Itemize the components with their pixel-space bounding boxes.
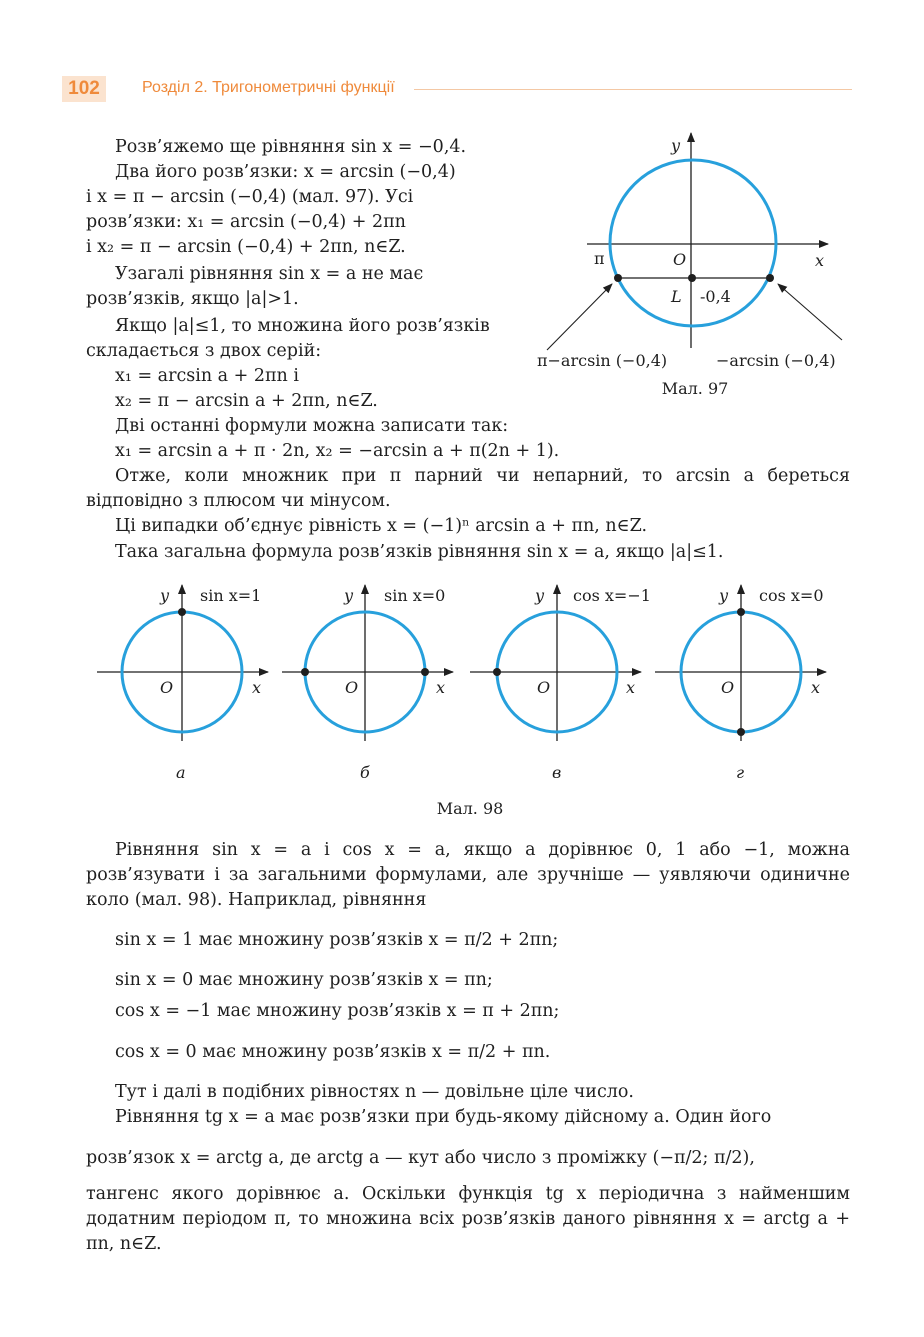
L-label: L [671, 287, 682, 306]
page-header [62, 72, 852, 104]
arrow-right [778, 284, 842, 340]
paragraph: Два його розв’язки: x = arcsin (−0,4) [115, 162, 456, 182]
value-label: -0,4 [700, 287, 731, 306]
paragraph: розв’язків, якщо |a|>1. [86, 289, 299, 309]
paragraph: розв’язки: x₁ = arcsin (−0,4) + 2πn [86, 212, 406, 232]
point-right [766, 274, 774, 282]
formula: Ці випадки об’єднує рівність x = (−1)ⁿ arcsin a + πn, n∈Z. [115, 516, 648, 536]
x-label: x [815, 251, 825, 270]
point [301, 668, 309, 676]
panel-equation: sin x=0 [384, 586, 446, 605]
y-label: y [160, 586, 170, 605]
figure-97-caption: Мал. 97 [661, 379, 729, 398]
x-label: x [811, 678, 821, 697]
page-number: 102 [62, 76, 106, 102]
unit-circle [497, 612, 617, 732]
origin-label: O [673, 250, 687, 269]
paragraph: Дві останні формули можна записати так: [115, 416, 509, 436]
arrow-left [547, 284, 612, 350]
chapter-title: Розділ 2. Тригонометричні функції [142, 79, 395, 96]
point-left [614, 274, 622, 282]
unit-circle [681, 612, 801, 732]
paragraph: тангенс якого дорівнює a. Оскільки функція tg x періодична з найменшим додатним періодом π, то множина всіх розв’язків даного рівняння x = arctg a + πn, n∈Z. [86, 1184, 850, 1254]
y-label: y [671, 136, 681, 155]
panel-a [97, 585, 268, 741]
paragraph: Отже, коли множник при π парний чи непарний, то arcsin a береться відповідно з плюсом чи мінусом. [86, 466, 850, 511]
figure-98-caption: Мал. 98 [436, 799, 504, 818]
unit-circle [122, 612, 242, 732]
paragraph: Рівняння sin x = a і cos x = a, якщо a дорівнює 0, 1 або −1, можна розв’язувати і за загальними формулами, але зручніше — уявляючи одиничне коло (мал. 98). Наприклад, рівняння [86, 840, 850, 910]
x-label: x [252, 678, 262, 697]
panel-equation: cos x=0 [759, 586, 824, 605]
paragraph: розв’язок x = arctg a, де arctg a — кут або число з проміжку (−π/2; π/2), [86, 1148, 755, 1168]
paragraph: Якщо |a|≤1, то множина його розв’язків [115, 316, 490, 336]
paragraph: і x₂ = π − arcsin (−0,4) + 2πn, n∈Z. [86, 237, 406, 257]
y-label: y [344, 586, 354, 605]
left-annotation: π−arcsin (−0,4) [537, 351, 668, 370]
formula: x₁ = arcsin a + π · 2n, x₂ = −arcsin a + π(2n + 1). [115, 441, 560, 461]
paragraph: Така загальна формула розв’язків рівняння sin x = a, якщо |a|≤1. [115, 542, 724, 562]
formula: x₂ = π − arcsin a + 2πn, n∈Z. [115, 391, 378, 411]
y-label: y [719, 586, 729, 605]
formula: sin x = 0 має множину розв’язків x = πn; [115, 970, 493, 990]
paragraph: Розв’яжемо ще рівняння sin x = −0,4. [115, 137, 467, 157]
panel-g [655, 585, 826, 741]
formula: x₁ = arcsin a + 2πn і [115, 366, 299, 386]
point-L [688, 274, 696, 282]
right-annotation: −arcsin (−0,4) [716, 351, 836, 370]
point [178, 608, 186, 616]
formula: cos x = 0 має множину розв’язків x = π/2 + πn. [115, 1042, 551, 1062]
point [737, 728, 745, 736]
origin-label: O [537, 678, 551, 697]
point [737, 608, 745, 616]
pi-label: π [594, 249, 605, 268]
y-label: y [535, 586, 545, 605]
paragraph: і x = π − arcsin (−0,4) (мал. 97). Усі [86, 187, 414, 207]
panel-equation: sin x=1 [200, 586, 262, 605]
paragraph: Тут і далі в подібних рівностях n — довільне ціле число. [115, 1082, 634, 1102]
paragraph: Рівняння tg x = a має розв’язки при будь-якому дійсному a. Один його [115, 1107, 772, 1127]
paragraph: складається з двох серій: [86, 341, 322, 361]
x-label: x [626, 678, 636, 697]
point [421, 668, 429, 676]
panel-b [282, 585, 453, 741]
panel-equation: cos x=−1 [573, 586, 651, 605]
panel-letter: в [552, 763, 562, 782]
panel-letter: г [736, 763, 745, 782]
formula: sin x = 1 має множину розв’язків x = π/2 + 2πn; [115, 930, 559, 950]
point [493, 668, 501, 676]
origin-label: O [160, 678, 174, 697]
x-label: x [436, 678, 446, 697]
panel-letter: б [360, 763, 370, 782]
header-rule [414, 89, 852, 90]
unit-circle [305, 612, 425, 732]
paragraph: Узагалі рівняння sin x = a не має [115, 264, 424, 284]
formula: cos x = −1 має множину розв’язків x = π + 2πn; [115, 1001, 560, 1021]
origin-label: O [721, 678, 735, 697]
origin-label: O [345, 678, 359, 697]
panel-v [470, 585, 641, 741]
panel-letter: а [176, 763, 186, 782]
unit-circle [610, 160, 776, 326]
